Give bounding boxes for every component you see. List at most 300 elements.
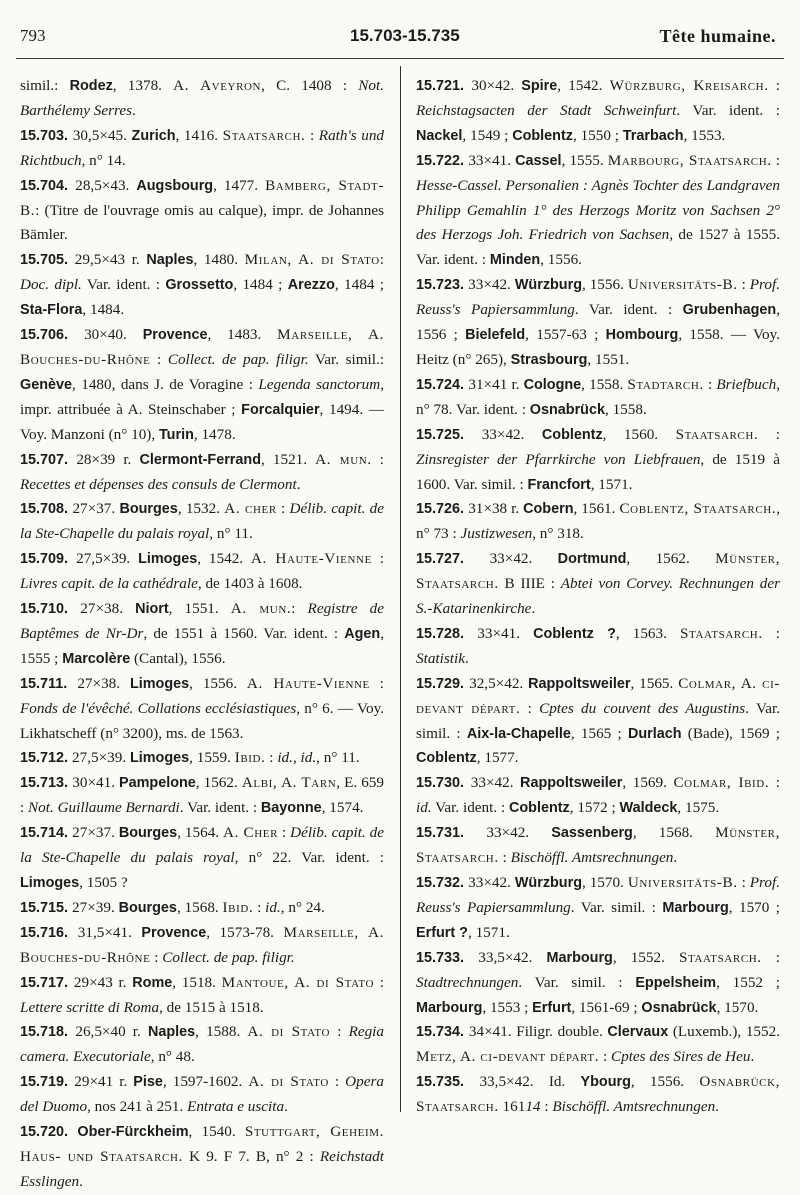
- entry-text: , 1484.: [82, 301, 125, 319]
- entry-text: , 1558. — Voy. Heitz (n° 265),: [416, 326, 780, 368]
- document-title: Bischöffl. Amtsrechnungen: [510, 849, 674, 867]
- entry-text: :: [330, 1023, 349, 1041]
- entry-text: , 1570 ;: [728, 898, 780, 916]
- archive-source: A. Haute-Vienne: [246, 674, 370, 692]
- catalog-entry: [20, 1120, 384, 1195]
- catalog-entry: [20, 1020, 384, 1070]
- entry-text: 27×37.: [72, 824, 119, 842]
- entry-text: , 1560.: [602, 425, 676, 443]
- catalog-entry: [20, 746, 384, 771]
- place-name: Waldeck: [619, 800, 678, 817]
- document-title: Lettere scritte di Roma: [20, 998, 160, 1016]
- document-title: id.: [265, 898, 281, 916]
- entry-text: :: [328, 1073, 346, 1091]
- place-name: Provence: [142, 327, 208, 344]
- header-rule: [16, 58, 784, 59]
- entry-text: , n° 6. — Voy. Likhatscheff (n° 3200), ms. de 1563.: [20, 699, 384, 742]
- place-name: Rappoltsweiler: [520, 775, 623, 792]
- entry-text: (Cantal), 1556.: [130, 649, 226, 667]
- entry-text: :: [305, 126, 319, 144]
- entry-text: :: [737, 276, 750, 294]
- place-name: Marcolère: [62, 650, 131, 667]
- place-name: Cassel: [515, 152, 562, 169]
- catalog-entry: [20, 248, 384, 323]
- place-name: Würzburg: [514, 875, 582, 891]
- document-title: Entrata e uscita: [187, 1098, 285, 1116]
- page-number: 793: [20, 26, 46, 45]
- archive-source: Universitäts-B.: [627, 874, 738, 891]
- entry-text: 30×41.: [72, 774, 120, 792]
- entry-text: .: [296, 475, 301, 493]
- catalog-entry: [416, 373, 780, 423]
- entry-number: 15.714.: [20, 825, 73, 842]
- entry-text: :: [150, 948, 163, 966]
- archive-source: Staatsarch.: [678, 948, 762, 966]
- entry-text: , 1570.: [716, 998, 759, 1016]
- place-name: Hombourg: [605, 327, 679, 344]
- entry-text: 33×42.: [481, 425, 542, 443]
- document-title: Legenda sanctorum: [258, 375, 381, 393]
- entry-text: , 1480, dans J. de Voragine :: [72, 375, 259, 393]
- archive-source: A. cher: [224, 500, 277, 518]
- place-name: Clermont-Ferrand: [139, 451, 261, 468]
- document-title: Registre de Baptêmes de Nr-Dr: [20, 600, 384, 642]
- entry-text: :: [276, 500, 290, 518]
- place-name: Eppelsheim: [635, 974, 717, 991]
- entry-text: , 1558.: [604, 400, 647, 418]
- archive-source: Ibid.: [234, 749, 266, 767]
- entry-text: , 1521.: [261, 450, 316, 468]
- place-name: Clervaux: [607, 1024, 669, 1041]
- entry-text: , 1483.: [207, 326, 278, 344]
- catalog-entry: [20, 174, 384, 249]
- document-title: Bischöffl. Amtsrechnungen: [552, 1098, 716, 1116]
- right-column: [416, 74, 780, 1120]
- entry-number: 15.707.: [20, 451, 77, 468]
- entry-text: , C. 1408 :: [261, 77, 359, 94]
- entry-text: , 1550 ;: [572, 126, 623, 144]
- archive-source: A. Aveyron: [173, 77, 262, 94]
- entry-text: 27×38.: [80, 600, 136, 618]
- entry-text: B IIIE :: [498, 575, 561, 593]
- entry-text: , 1558.: [581, 375, 628, 393]
- entry-text: , 1484 ;: [334, 276, 384, 294]
- entry-text: , 1378.: [112, 77, 174, 94]
- archive-source: Osnabrück, Staatsarch.: [416, 1073, 781, 1116]
- archive-source: Milan, A. di Stato: [244, 251, 380, 269]
- entry-number: 15.727.: [416, 551, 490, 568]
- document-title: id.: [416, 799, 432, 817]
- place-name: Sassenberg: [551, 825, 633, 842]
- entry-text: , E. 659 :: [20, 774, 384, 817]
- archive-source: Coblentz, Staatsarch.: [619, 500, 777, 518]
- entry-text: .: [531, 600, 536, 618]
- place-name: Minden: [489, 252, 541, 269]
- document-title: Statistik: [416, 649, 465, 667]
- entry-text: , 1556.: [189, 674, 247, 692]
- entry-text: . Var. ident. :: [676, 101, 780, 119]
- entry-text: :: [703, 375, 717, 393]
- entry-text: , 1553 ;: [482, 998, 533, 1016]
- entry-text: :: [737, 874, 750, 891]
- entry-text: , 1542.: [557, 77, 610, 94]
- entry-text: .: [715, 1098, 719, 1116]
- entry-text: , de 1527 à 1555. Var. ident. :: [416, 226, 781, 269]
- entry-text: :: [599, 1048, 611, 1066]
- document-title: Livres capit. de la cathédrale: [20, 575, 198, 593]
- document-title: Stadtrechnungen: [416, 973, 519, 991]
- entry-text: , n° 24.: [280, 898, 325, 916]
- entry-text: , 1552.: [612, 948, 679, 966]
- place-name: Agen: [344, 625, 381, 642]
- entry-text: , de 1403 à 1608.: [197, 575, 303, 593]
- entry-text: , 1556 ;: [416, 301, 780, 344]
- entry-text: , 1555.: [561, 151, 608, 169]
- place-name: Strasbourg: [510, 351, 588, 368]
- entry-text: 29,5×43 r.: [74, 251, 147, 269]
- entry-text: 33×41.: [477, 624, 534, 642]
- document-title: Cptes des Sires de Heu: [610, 1048, 751, 1066]
- entry-text: :: [379, 251, 384, 269]
- entry-text: , n° 318.: [532, 525, 584, 543]
- entry-text: .: [132, 101, 136, 119]
- document-title: Délib. capit. de la Ste-Chapelle du palais royal: [20, 500, 384, 543]
- entry-text: , 1505 ?: [79, 874, 128, 891]
- entry-text: (Luxemb.), 1552.: [668, 1023, 780, 1041]
- archive-source: Münster, Staatsarch.: [416, 550, 780, 593]
- catalog-entry: [416, 74, 780, 149]
- entry-text: , 1553.: [683, 126, 726, 144]
- document-title: Briefbuch: [716, 375, 777, 393]
- entry-text: , n° 22. Var. ident. :: [234, 849, 384, 867]
- entry-text: Var. ident. :: [431, 799, 509, 817]
- entry-text: , 1416.: [175, 126, 223, 144]
- place-name: Coblentz: [508, 800, 570, 817]
- place-name: Limoges: [129, 675, 190, 692]
- catalog-entry: [20, 971, 384, 1021]
- entry-text: Var. ident. :: [81, 276, 166, 294]
- catalog-entry: [20, 74, 384, 124]
- entry-text: , 1555 ;: [20, 624, 384, 667]
- entry-text: 27×39.: [72, 898, 119, 916]
- document-title: 14: [525, 1098, 541, 1116]
- place-name: Marbourg: [546, 949, 613, 966]
- place-name: Coblentz: [512, 127, 573, 144]
- entry-number: 15.718.: [20, 1024, 76, 1041]
- place-name: Sta-Flora: [20, 302, 83, 319]
- entry-text: Var. simil.:: [308, 350, 384, 368]
- entry-number: 15.706.: [20, 327, 85, 344]
- entry-text: :: [369, 674, 385, 692]
- entry-text: 34×41. Filigr. double.: [468, 1023, 608, 1041]
- entry-text: :: [540, 1098, 553, 1116]
- entry-text: K 9. F 7. B, n° 2 :: [182, 1147, 320, 1165]
- entry-text: , n° 73 :: [416, 500, 780, 543]
- entry-text: :: [253, 898, 266, 916]
- entry-text: , 1571.: [590, 475, 633, 493]
- place-name: Naples: [147, 1024, 196, 1041]
- entry-text: : (Titre de l'ouvrage omis au calque), impr. de Johannes Bämler.: [20, 201, 384, 244]
- entry-text: simil.:: [20, 77, 70, 94]
- entry-text: , n° 48.: [150, 1048, 195, 1066]
- entry-text: :: [758, 425, 780, 443]
- entry-range: 15.703-15.735: [350, 26, 460, 45]
- entry-text: , 1549 ;: [462, 126, 513, 144]
- entry-text: , 1575.: [677, 799, 720, 817]
- document-title: Opera del Duomo: [20, 1073, 384, 1116]
- entry-text: 27×38.: [77, 674, 130, 692]
- archive-source: Staatsarch.: [222, 126, 306, 144]
- entry-number: 15.719.: [20, 1074, 75, 1091]
- catalog-entry: [20, 771, 384, 821]
- place-name: Bayonne: [260, 800, 322, 817]
- entry-text: . Var. simil. :: [416, 699, 781, 742]
- place-name: Genève: [20, 376, 72, 393]
- entry-text: . Var. ident. :: [574, 301, 683, 319]
- catalog-entry: [416, 871, 780, 946]
- entry-text: 29×41 r.: [74, 1073, 134, 1091]
- place-name: Provence: [141, 924, 207, 941]
- place-name: Forcalquier: [241, 401, 320, 418]
- archive-source: Bamberg, Stadt-B.: [20, 176, 384, 219]
- place-name: Bielefeld: [465, 327, 526, 344]
- entry-text: , 1552 ;: [716, 973, 780, 991]
- archive-source: Mantoue, A. di Stato: [221, 973, 375, 991]
- entry-text: :: [769, 774, 781, 792]
- entry-text: :: [371, 450, 384, 468]
- entry-text: , de 1515 à 1518.: [159, 998, 264, 1016]
- catalog-entry: [20, 323, 384, 448]
- place-name: Limoges: [138, 551, 198, 568]
- entry-text: 28×39 r.: [76, 450, 140, 468]
- entry-text: , 1542.: [197, 550, 251, 568]
- place-name: Pise: [133, 1074, 163, 1091]
- entry-text: 26,5×40 r.: [75, 1023, 148, 1041]
- catalog-entry: [20, 497, 384, 547]
- document-title: Recettes et dépenses des consuls de Clermont: [20, 475, 297, 493]
- place-name: Marbourg: [416, 999, 483, 1016]
- entry-text: .: [79, 1172, 83, 1190]
- entry-number: 15.728.: [416, 625, 478, 642]
- entry-number: 15.711.: [20, 675, 78, 692]
- archive-source: Münster, Staatsarch.: [416, 824, 780, 867]
- entry-text: :: [761, 948, 780, 966]
- archive-source: Stadtarch.: [627, 375, 704, 393]
- archive-source: Marbourg, Staatsarch.: [607, 151, 772, 169]
- entry-number: 15.730.: [416, 775, 471, 792]
- catalog-entry: [416, 946, 780, 1021]
- place-name: Erfurt: [532, 999, 572, 1016]
- document-title: Not. Guillaume Bernardi: [28, 799, 180, 817]
- place-name: Trarbach: [622, 127, 684, 144]
- catalog-entry: [20, 1070, 384, 1120]
- entry-text: 33,5×42. Id.: [479, 1073, 581, 1091]
- entry-text: .: [750, 1048, 755, 1066]
- document-title: Fonds de l'évêché. Collations ecclésiastiques: [20, 699, 297, 717]
- document-title: id., id.: [277, 749, 317, 767]
- entry-text: :: [498, 849, 511, 867]
- place-name: Erfurt ?: [416, 924, 468, 941]
- entry-number: 15.709.: [20, 551, 77, 568]
- place-name: Rappoltsweiler: [528, 675, 631, 692]
- entry-text: , 1588.: [195, 1023, 248, 1041]
- entry-text: 161: [498, 1098, 526, 1116]
- entry-text: , 1559.: [189, 749, 235, 767]
- document-title: Regia camera. Executoriale: [20, 1023, 384, 1066]
- document-title: Délib. capit. de la Ste-Chapelle du palais royal: [20, 824, 384, 867]
- entry-text: , 1562.: [626, 550, 716, 568]
- document-title: Prof. Reuss's Papiersammlung: [416, 874, 780, 916]
- document-title: Abtei von Corvey. Rechnungen der S.-Katarinenkirche: [416, 575, 780, 618]
- place-name: Coblentz: [541, 426, 603, 443]
- archive-source: Marseille, A. Bouches-du-Rhône: [20, 326, 384, 368]
- entry-text: . Var. simil. :: [570, 898, 663, 916]
- entry-text: , 1556.: [581, 276, 628, 294]
- place-name: Spire: [521, 78, 558, 94]
- entry-text: , 1563.: [615, 624, 680, 642]
- document-title: Prof. Reuss's Papiersammlung: [416, 276, 780, 319]
- archive-source: A. mun.: [230, 600, 292, 618]
- entry-text: , 1573-78.: [206, 923, 284, 941]
- entry-number: 15.703.: [20, 127, 73, 144]
- archive-source: Stuttgart, Geheim. Haus- und Staatsarch.: [20, 1123, 384, 1165]
- place-name: Marbourg: [662, 899, 729, 916]
- entry-text: :: [265, 749, 278, 767]
- left-column: [20, 74, 384, 1195]
- entry-text: , 1561-69 ;: [571, 998, 642, 1016]
- entry-number: 15.712.: [20, 750, 73, 767]
- archive-source: Universitäts-B.: [627, 276, 738, 294]
- entry-text: , 1572 ;: [569, 799, 620, 817]
- place-name: Arezzo: [287, 277, 335, 294]
- place-name: Bourges: [119, 501, 178, 518]
- catalog-entry: [20, 547, 384, 597]
- entry-text: , impr. attribuée à A. Steinschaber ;: [20, 375, 384, 418]
- catalog-entry: [20, 597, 384, 672]
- entry-number: 15.734.: [416, 1024, 469, 1041]
- entry-text: 33×42.: [489, 550, 558, 568]
- archive-source: A. Haute-Vienne: [250, 550, 372, 568]
- entry-number: 15.710.: [20, 601, 81, 618]
- catalog-entry: [416, 547, 780, 622]
- place-name: Würzburg: [514, 277, 582, 294]
- entry-text: :: [520, 699, 540, 717]
- entry-text: , 1597-1602.: [162, 1073, 249, 1091]
- entry-text: , 1569.: [622, 774, 674, 792]
- archive-source: Würzburg, Kreisarch.: [609, 77, 769, 94]
- catalog-entry: [416, 622, 780, 672]
- entry-text: :: [291, 600, 308, 618]
- entry-text: , 1568.: [176, 898, 223, 916]
- archive-source: A. di Stato: [247, 1023, 331, 1041]
- entry-number: 15.720.: [20, 1124, 78, 1141]
- entry-text: 27×37.: [72, 500, 120, 518]
- place-name: Grossetto: [165, 277, 234, 294]
- place-name: Ober-Fürckheim: [77, 1124, 189, 1141]
- catalog-entry: [416, 423, 780, 498]
- entry-text: , n° 11.: [316, 749, 360, 767]
- place-name: Turin: [158, 426, 194, 443]
- archive-source: Albi, A. Tarn: [241, 774, 337, 792]
- entry-number: 15.725.: [416, 426, 482, 443]
- entry-text: , 1561.: [573, 500, 620, 518]
- document-title: Doc. dipl.: [20, 276, 82, 294]
- document-title: Zinsregister der Pfarrkirche von Liebfrauen: [416, 450, 701, 468]
- catalog-entry: [20, 896, 384, 921]
- place-name: Aix-la-Chapelle: [466, 725, 571, 742]
- catalog-entry: [20, 124, 384, 174]
- catalog-entry: [20, 821, 384, 896]
- entry-text: . Var. simil. :: [518, 973, 636, 991]
- entry-text: 28,5×43.: [75, 176, 137, 194]
- entry-text: , n° 78. Var. ident. :: [416, 375, 780, 418]
- catalog-entry: [416, 672, 780, 772]
- entry-text: 31×41 r.: [468, 375, 524, 393]
- entry-text: 33×42.: [468, 276, 515, 294]
- entry-text: 29×43 r.: [73, 973, 133, 991]
- entry-text: , 1565 ;: [570, 724, 628, 742]
- entry-text: , 1556.: [540, 251, 582, 269]
- entry-number: 15.726.: [416, 501, 469, 518]
- entry-number: 15.708.: [20, 501, 73, 518]
- entry-number: 15.717.: [20, 974, 74, 991]
- entry-text: 30,5×45.: [72, 126, 132, 144]
- archive-source: Ibid.: [222, 898, 254, 916]
- entry-text: 31×38 r.: [468, 500, 524, 518]
- place-name: Ybourg: [580, 1074, 631, 1091]
- entry-number: 15.705.: [20, 252, 75, 269]
- entry-number: 15.731.: [416, 825, 487, 842]
- entry-text: , 1577.: [476, 749, 519, 767]
- catalog-entry: [20, 448, 384, 498]
- entry-number: 15.724.: [416, 376, 469, 393]
- entry-text: , 1532.: [177, 500, 225, 518]
- place-name: Rodez: [69, 78, 113, 94]
- archive-source: Staatsarch.: [679, 624, 763, 642]
- place-name: Cologne: [523, 376, 582, 393]
- page-header: [20, 26, 776, 54]
- entry-text: , 1477.: [213, 176, 266, 194]
- entry-text: :: [278, 824, 291, 842]
- entry-number: 15.721.: [416, 78, 472, 94]
- entry-text: 27,5×39.: [76, 550, 139, 568]
- entry-text: , 1557-63 ;: [525, 326, 606, 344]
- entry-text: .: [464, 649, 469, 667]
- entry-text: (Bade), 1569 ;: [681, 724, 780, 742]
- place-name: Osnabrück: [641, 999, 717, 1016]
- entry-text: , 1551.: [587, 350, 630, 368]
- document-title: Rath's und Richtbuch: [20, 126, 385, 169]
- place-name: Naples: [146, 252, 194, 269]
- document-title: Justizwesen: [460, 525, 533, 543]
- place-name: Augsbourg: [136, 177, 214, 194]
- place-name: Bourges: [118, 825, 178, 842]
- entry-number: 15.716.: [20, 924, 78, 941]
- entry-number: 15.732.: [416, 875, 469, 891]
- entry-text: , 1494. — Voy. Manzoni (n° 10),: [20, 400, 385, 443]
- place-name: Cobern: [523, 501, 574, 518]
- entry-number: 15.735.: [416, 1074, 480, 1091]
- entry-text: :: [762, 624, 780, 642]
- archive-source: Staatsarch.: [675, 425, 759, 443]
- entry-text: :: [371, 550, 385, 568]
- place-name: Dortmund: [557, 551, 627, 568]
- entry-text: 33×42.: [486, 824, 552, 842]
- document-title: Not. Barthélemy Serres: [20, 77, 384, 119]
- entry-text: , 1565.: [630, 674, 679, 692]
- entry-text: , 1540.: [188, 1123, 245, 1141]
- catalog-entry: [416, 497, 780, 547]
